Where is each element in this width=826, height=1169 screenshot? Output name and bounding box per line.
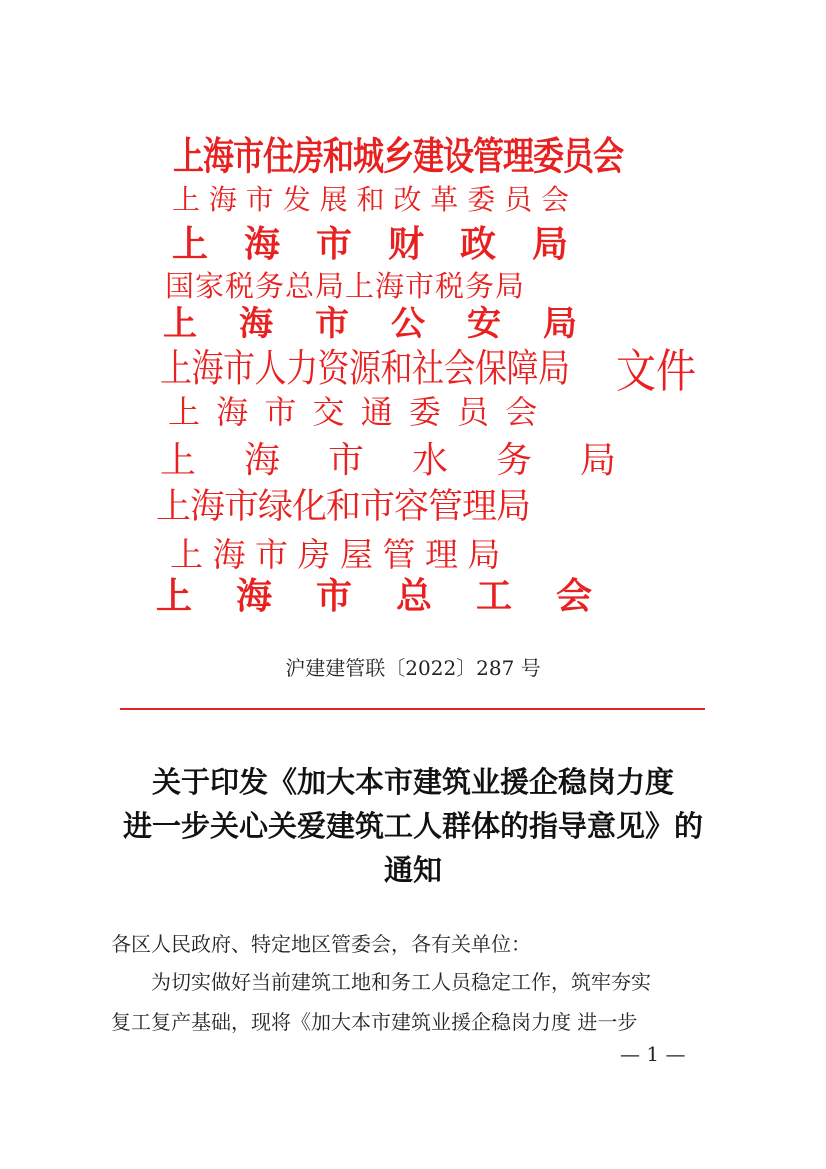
issuer-line-transport: 上 海 市 交 通 委 员 会 bbox=[168, 393, 541, 431]
salutation: 各区人民政府、特定地区管委会，各有关单位： bbox=[111, 932, 531, 956]
issuer-line-finance: 上 海 市 财 政 局 bbox=[172, 223, 569, 265]
title-line-2: 进一步关心关爱建筑工人群体的指导意见》的 bbox=[122, 809, 703, 843]
issuer-line-water: 上 海 市 水 务 局 bbox=[160, 440, 623, 481]
doc-suffix-wenjian: 文件 bbox=[616, 345, 696, 399]
paragraph-line-1: 为切实做好当前建筑工地和务工人员稳定工作，筑牢夯实 bbox=[151, 970, 651, 994]
issuer-line-housing: 上海市住房和城乡建设管理委员会 bbox=[173, 134, 623, 180]
issuer-line-public-security: 上 海 市 公 安 局 bbox=[163, 304, 581, 344]
paragraph-line-2: 复工复产基础，现将《加大本市建筑业援企稳岗力度 进一步 bbox=[111, 1010, 638, 1034]
issuer-line-development: 上 海 市 发 展 和 改 革 委 员 会 bbox=[172, 183, 570, 216]
page-number: — 1 — bbox=[620, 1042, 686, 1066]
issuer-line-housing-admin: 上 海 市 房 屋 管 理 局 bbox=[170, 535, 500, 574]
issuer-line-tax: 国家税务总局上海市税务局 bbox=[165, 269, 526, 303]
issuer-line-trade-union: 上 海 市 总 工 会 bbox=[156, 575, 597, 617]
issuer-line-human-resources: 上海市人力资源和社会保障局 bbox=[160, 345, 570, 391]
red-separator-line bbox=[120, 708, 705, 710]
title-line-1: 关于印发《加大本市建筑业援企稳岗力度 bbox=[151, 765, 674, 799]
document-number: 沪建建管联〔2022〕287 号 bbox=[285, 656, 541, 680]
issuer-line-greening: 上海市绿化和市容管理局 bbox=[156, 487, 531, 527]
title-line-3: 通知 bbox=[383, 853, 442, 887]
